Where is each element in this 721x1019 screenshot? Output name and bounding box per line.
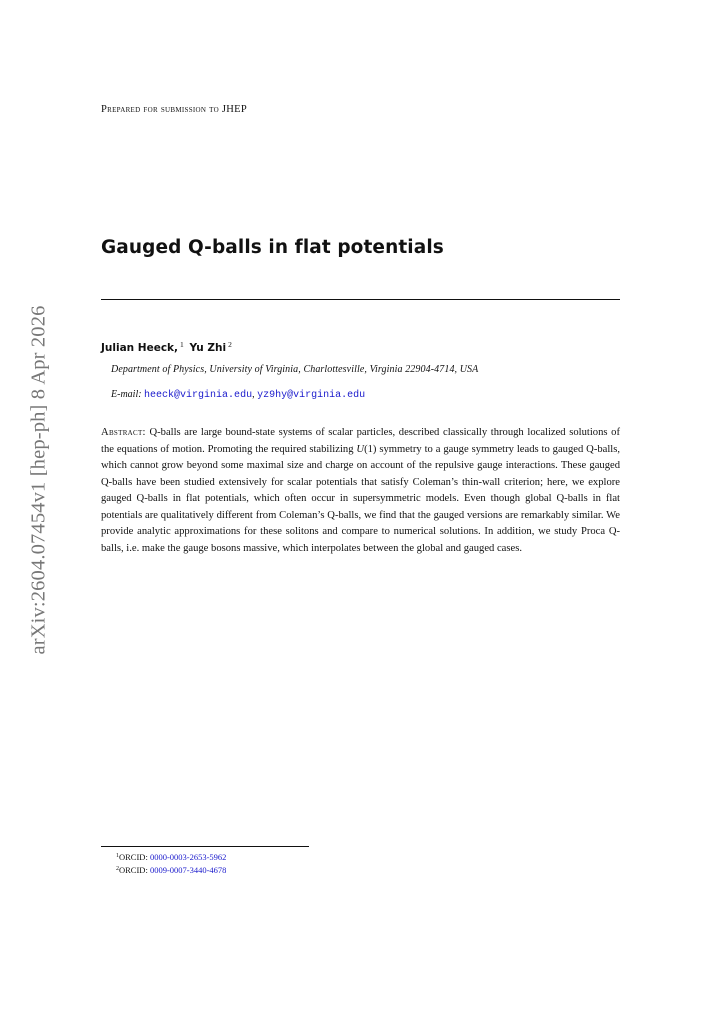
submission-note: Prepared for submission to JHEP bbox=[101, 104, 248, 115]
paper-title: Gauged Q-balls in flat potentials bbox=[101, 237, 444, 258]
author-name: Yu Zhi bbox=[189, 342, 227, 354]
footnote-mark: 1 bbox=[116, 853, 119, 859]
author-list bbox=[101, 340, 234, 354]
footnote bbox=[116, 863, 226, 876]
math-symbol: U bbox=[356, 443, 365, 455]
author-name: Julian Heeck, bbox=[101, 342, 179, 354]
author-affiliation: Department of Physics, University of Virginia, Charlottesville, Virginia 22904-4714, USA bbox=[111, 364, 479, 375]
arxiv-identifier-stamp: arXiv:2604.07454v1 [hep-ph] 8 Apr 2026 bbox=[27, 305, 50, 655]
email-separator: , bbox=[252, 389, 258, 400]
author-affiliation-mark: 2 bbox=[228, 340, 232, 349]
footnote-label: ORCID: bbox=[119, 865, 150, 875]
abstract-text: Q-balls are large bound-state systems of scalar particles, described classically through localized solutions of the equations of motion. Promoting the required stabilizing bbox=[101, 427, 620, 455]
footnote-mark: 2 bbox=[116, 866, 119, 872]
email-link[interactable]: heeck@virginia.edu bbox=[144, 390, 253, 401]
footnotes bbox=[116, 850, 226, 876]
math-argument: (1) bbox=[364, 443, 377, 455]
orcid-link[interactable]: 0000-0003-2653-5962 bbox=[149, 852, 227, 862]
title-rule bbox=[101, 299, 620, 300]
orcid-link[interactable]: 0009-0007-3440-4678 bbox=[149, 865, 227, 875]
author-affiliation-mark: 1 bbox=[180, 340, 184, 349]
email-line bbox=[111, 389, 365, 401]
footnote bbox=[116, 850, 226, 863]
abstract bbox=[101, 425, 620, 557]
email-link[interactable]: yz9hy@virginia.edu bbox=[257, 390, 366, 401]
abstract-label: Abstract: bbox=[101, 427, 146, 438]
email-label: E-mail: bbox=[111, 389, 142, 400]
footnote-rule bbox=[101, 846, 309, 847]
abstract-text: symmetry to a gauge symmetry leads to gauged Q-balls, which cannot grow beyond some maximal size and charge on account of the repulsive gauge interactions. These gauged Q-balls have been studied extensively for scalar potentials that satisfy Coleman’s thin-wall criterion; here, we explore gauged Q-balls in flat potentials, which often occur in supersymmetric models. Even though global Q-balls in flat potentials are qualitatively different from Coleman’s Q-balls, we find that the gauged versions are remarkably similar. We provide analytic approximations for these solitons and compare to numerical solutions. In addition, we study Proca Q-balls, i.e. make the gauge bosons massive, which interpolates between the global and gauged cases. bbox=[101, 443, 621, 554]
footnote-label: ORCID: bbox=[119, 852, 150, 862]
